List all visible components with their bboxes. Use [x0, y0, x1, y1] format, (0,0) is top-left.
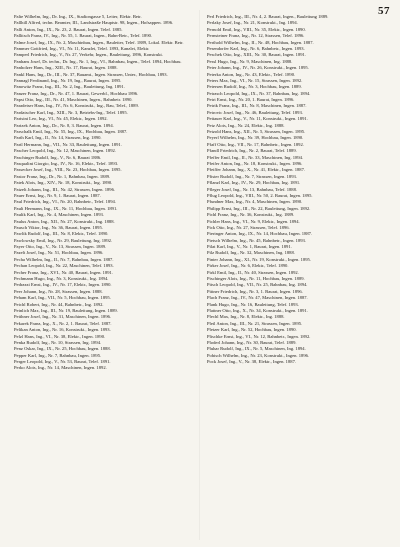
directory-entry: Pettauer Karl, Ing., V., Nr. 11, Konstrukt., Ingen. 1891.: [207, 116, 308, 122]
directory-entry: Pazelt Josef, Ing., Nr. 51, Hochbau, Ingen. 1896.: [14, 250, 104, 256]
directory-entry: Pflanzl Karl, Ing., IV., Nr. 29, Hochbau, Ing. 1891.: [207, 180, 301, 186]
directory-entry: Parisini Leo, Ing., VI., Nr. 45, Elektr., Ingen. 1892.: [14, 116, 108, 122]
directory-entry: Perko Alois, Ing., Nr. 14, Maschinen, Ingen. 1892.: [14, 365, 107, 371]
directory-entry: Pfeifer Anton, Ing., Nr. 18, Konstrukt., Ingen. 1896.: [207, 160, 303, 166]
directory-entry: Pinter Johann, Ing., XI., Nr. 19, Konstrukt., Ingen. 1895.: [207, 256, 311, 262]
directory-entry: Perger Leopold, Ing., V., Nr. 53, Baurat, Telef. 1891.: [14, 359, 111, 365]
directory-entry: Pallitsch Franz, IV., Ing., Nr. 55, 1. Baurat, Ingen., Bahn-Betr., Telef. 1890.: [14, 33, 153, 39]
directory-entry: Philipp Ernst, Ing., III., Nr. 22, Bauleitung, Ingen. 1892.: [207, 205, 311, 211]
directory-entry: Palli Anton, Ing., IX., Nr. 23, 2. Baurat, Ingen. Telef. 1885.: [14, 26, 123, 32]
directory-entry: Pilz Rudolf, Ing., Nr. 32, Maschinen, Ing. 1888.: [207, 250, 295, 256]
directory-entry: Petzold Hans, Ing., XII., Nr. 5, Strassen, Ingen. 1895.: [207, 129, 306, 135]
directory-entry: Parschalk Emil, Ing., Nr. 55, Ing., IX., Hochbau, Ingen. 1887.: [14, 129, 128, 135]
directory-entry: Pauli Hermann, Ing., IX., Nr. 11, Hochbau, Ingen. 1891.: [14, 205, 118, 211]
directory-entry: Parizek Anton, Ing., Dr., Nr. 8, 3. Baurat, Ingen. 1894.: [14, 122, 114, 128]
directory-entry: Plattner Otto, Ing., X., Nr. 34, Konstrukt., Ingen. 1891.: [207, 307, 308, 313]
directory-entry: Pastor Franz, Ing., Dr., Nr. 1, Bahnbau, Ingen. 1889.: [14, 173, 111, 179]
directory-entry: Peithner Josef, Ing., Nr. 31, Maschinen, Ingen. 1896.: [14, 314, 112, 320]
directory-entry: Pfleger Josef, Ing., Nr. 13, Bahnbau, Telef. 1888.: [207, 186, 298, 192]
directory-entry: Parth Karl, Ing., II., Nr. 14, Strassen, Ing. 1890.: [14, 135, 102, 141]
directory-entry: Pawlowsky Emil, Ing., Nr. 29, Bauleitung, Ing. 1892.: [14, 237, 113, 243]
directory-entry: Peschek Otto, Ing., XIII., Nr. 30, Baurat, Ingen. 1891.: [207, 52, 307, 58]
directory-entry: Paul Friedrich, Ing., VI., Nr. 20, Bahnbetr., Telef. 1894.: [14, 199, 116, 205]
directory-entry: Pfaff Otto, Ing., VII., Nr. 17, Bahnbetr., Ingen. 1892.: [207, 141, 304, 147]
directory-entry: Pessl Hugo, Ing., Nr. 9, Maschinen, Ing. 1888.: [207, 58, 293, 64]
directory-entry: Pitsch Leopold, Ing., VII., Nr. 25, Bahnbau, Ing. 1894.: [207, 282, 308, 288]
directory-entry: Pernsteiner Franz, Ing., Nr. 12, Strassen, Telef. 1896.: [207, 33, 305, 39]
directory-entry: Passecker Josef, Ing., VIII., Nr. 23, Hochbau, Ingen. 1895.: [14, 167, 122, 173]
directory-entry: Petz Alois, Ing., Nr. 24, Elektr., Ing. 1888.: [207, 122, 285, 128]
directory-entry: Paradeiser Hans, Ing., IV., Nr. 6, Konstrukt., Ing., Bau, Telef., 1889.: [14, 103, 139, 109]
column-gutter: [199, 10, 200, 540]
directory-entry: Pepper Karl, Ing., Nr. 7, Bahnbau, Ingen. 1895.: [14, 352, 102, 358]
directory-entry: Peter Johann, Ing., IV., Nr. 26, Konstrukt., Ingen. 1895.: [207, 65, 309, 71]
directory-entry: Palte Wilhelm, Ing., Dr. Ing., IX., Stadiongasse 5, Leiter, Elektr. Betr.: [14, 14, 142, 19]
directory-entry: Pick Otto, Ing., Nr. 27, Strassen, Telef. 1896.: [207, 224, 290, 230]
directory-entry: Pluhar Rudolf, Ing., IX., Nr. 5, Maschinen, Ing. 1894.: [207, 346, 306, 352]
directory-entry: Pilat Karl, Ing., V., Nr. 1, Baurat, Ingen. 1891.: [207, 244, 292, 250]
directory-entry: Papst Otto, Ing., III., Nr. 41, Maschinen, Ingen., Bahnbetr. 1890.: [14, 97, 133, 103]
directory-entry: Paulus Anton, Ing., XII., Nr. 27, Konstrukt., Ing. 1888.: [14, 218, 115, 224]
directory-entry: Pascher Leopold, Ing., Nr. 12, Maschinen, Ingen. 1892.: [14, 148, 116, 154]
directory-entry: Pausch Viktor, Ing., Nr. 36, Baurat, Ingen. 1895.: [14, 224, 103, 230]
directory-entry: Pecha Wilhelm, Ing., II., Nr. 7, Bahnbau, Ingen. 1887.: [14, 256, 114, 262]
directory-entry: Pelikan Anton, Ing., Nr. 16, Konstrukt., Ingen. 1893.: [14, 327, 111, 333]
directory-entry: Pernold Emil, Ing., VIII., Nr. 35, Elektr., Ingen. 1890.: [207, 26, 306, 32]
directory-entry: Pfandl Friedrich, Ing., Nr. 2, Baurat, Telef. 1889.: [207, 148, 297, 154]
directory-entry: Pasqualini Giorgio, Ing., IV., Nr. 16, Elektr., Telef. 1893.: [14, 160, 119, 166]
directory-entry: Petersen Rudolf, Ing., Nr. 3, Hochbau, Ingen. 1889.: [207, 84, 302, 90]
directory-entry: Patzelt Johann, Ing., III., Nr. 42, Strassen, Ingen. 1896.: [14, 186, 116, 192]
directory-entry: Petri Ernst, Ing., Nr. 20, 1. Baurat, Ingen. 1896.: [207, 97, 295, 103]
directory-entry: Pfister Rudolf, Ing., Nr. 7, Strassen, Ingen. 1893.: [207, 173, 297, 179]
directory-entry: Pirkl Emil, Ing., II., Nr. 40, Strassen, Ingen. 1892.: [207, 269, 299, 275]
directory-entry: Panhans Josef, Dr. techn., Dr. Ing., Nr. 1, Ing., VI., Bahnbau, Ingen., Telef. 1894, Hochbau.: [14, 58, 182, 64]
directory-entry: Payer Otto, Ing., V., Nr. 13, Strassen, Ingen. 1889.: [14, 244, 107, 250]
directory-entry: Pichl Franz, Ing., Nr. 36, Konstrukt., Ing. 1889.: [207, 212, 295, 218]
directory-entry: Palme Josef, Ing., IX., Nr. 2, Maschinbau, Ingen., Bauleiter, Telef. 1889, Lokal. Elektr. Betr.: [14, 39, 184, 45]
directory-entry: Pieringer Anton, Ing., IX., Nr. 14, Hochbau, Ingen. 1887.: [207, 231, 313, 237]
directory-entry: Panzer Franz, Ing., Dr., Nr. 47, 1. Baurat, Gewerbl., Hochbau 1896.: [14, 90, 139, 96]
directory-entry: Peters Max, Ing., VI., Nr. 15, Strassen, Ingen. 1892.: [207, 77, 303, 83]
directory-entry: Plank Hugo, Ing., Nr. 16, Bauleitung, Telef. 1893.: [207, 301, 299, 307]
directory-entry: Petrovic Josef, Ing., Nr. 46, Bauleitung, Telef. 1893.: [207, 109, 303, 115]
directory-entry: Perl Friedrich, Ing., III., Nr. 4, 2. Baurat, Ingen., Bauleitung 1889.: [207, 14, 329, 19]
directory-entry: Paulik Karl, Ing., Nr. 4, Maschinen, Ingen. 1893.: [14, 212, 104, 218]
directory-entry: Pfeffer Emil, Ing., II., Nr. 33, Maschinen, Ing. 1894.: [207, 154, 304, 160]
directory-entry: Pamperl Friedrich, Ing., V., Nr. 27, Verkehr, Ingen., Bauleitung, 1896, Konstrukt.: [14, 52, 163, 58]
directory-entry: Peer Johann, Ing., Nr. 28, Strassen, Ingen. 1888.: [14, 288, 103, 294]
directory-entry: Pannagl Ferdinand, Ing., Nr. 19, Ing., Baurat, Ingen. 1895.: [14, 77, 122, 83]
directory-entry: Paschinger Rudolf, Ing., V., Nr. 6, Baurat 1886.: [14, 154, 102, 160]
directory-entry: Pecher Franz, Ing., XVI., Nr. 40, Baurat, Ingen. 1891.: [14, 269, 113, 275]
directory-entry: Panowitz Franz, Ing., III., Nr. 2, Ing., Bauleitung, Ing. 1891.: [14, 84, 125, 90]
directory-entry: Panholzer Hans, Ing., XIII., Nr. 17, Baurat, Ingen. 1888.: [14, 65, 118, 71]
directory-entry: Pelzl Hans, Ing., VI., Nr. 38, Elektr., Ingen. 1890.: [14, 333, 106, 339]
directory-entry: Penka Rudolf, Ing., Nr. 10, Strassen, Ing. 1894.: [14, 339, 102, 345]
directory-entry: Ploderl Johann, Ing., Nr. 30, Baurat, Telef. 1889.: [207, 339, 297, 345]
directory-entry: Peichl Robert, Ing., Nr. 44, Bahnbetr., Ing. 1892.: [14, 301, 104, 307]
directory-entry: Pflug Leopold, Ing., VIII., Nr. 50, 2. Baurat, Ingen. 1895.: [207, 192, 313, 198]
directory-entry: Partl Hermann, Ing., VII., Nr. 33, Bauleitung, Ingen. 1891.: [14, 141, 122, 147]
directory-entry: Pietsch Wilhelm, Ing., Nr. 45, Bahnbetr., Ingen. 1893.: [207, 237, 306, 243]
directory-entry: Pammer Gottfried, Ing., VI., Nr. 11, Kanzlei, Telef. 1893, Kanzlei, Elektr.: [14, 45, 150, 51]
directory-entry: Patek Alois, Ing., XIV., Nr. 18, Konstrukt., Ing. 1890.: [14, 180, 113, 186]
directory-entry: Plischke Ernst, Ing., VI., Nr. 12, Bahnbetr., Ingen. 1892.: [207, 333, 311, 339]
directory-entry: Pleil Anton, Ing., III., Nr. 21, Strassen, Ingen. 1895.: [207, 320, 303, 326]
directory-entry: Pichler Hans, Ing., VI., Nr. 9, Elektr., Ingen. 1894.: [207, 218, 300, 224]
directory-entry: Pobisch Wilhelm, Ing., Nr. 23, Konstrukt., Ingen. 1896.: [207, 352, 310, 358]
directory-entry: Pauer Ernst, Ing., Nr. 9, 1. Baurat, Ingen. 1887.: [14, 192, 101, 198]
directory-entry: Petrik Franz, Ing., III., Nr. 8, Maschinen, Ingen. 1887.: [207, 103, 307, 109]
directory-entry: Penz Oskar, Ing., IX., Nr. 25, Hochbau, Ingen. 1888.: [14, 346, 111, 352]
directory-entry: Peinlich Max, Ing., III., Nr. 19, Bauleitung, Ingen. 1889.: [14, 307, 118, 313]
directory-entry: Pedrazzi Ernst, Ing., IV., Nr. 17, Elektr., Ingen. 1890.: [14, 282, 112, 288]
directory-entry: Peterka Anton, Ing., Nr. 43, Elektr., Telef. 1890.: [207, 71, 296, 77]
directory-entry: Pletzer Karl, Ing., Nr. 52, Hochbau, Ingen. 1890.: [207, 327, 297, 333]
directory-entry: Perlaky Josef, Ing., Nr. 21, Konstrukt., Ing. 1894.: [207, 20, 298, 26]
directory-entry: Pechmann Hugo, Ing., Nr. 3, Konstrukt., Ing. 1894.: [14, 276, 109, 282]
directory-entry: Pfeiffer Johann, Ing., X., Nr. 41, Elektr., Ingen. 1887.: [207, 167, 306, 173]
directory-entry: Pischinger Alois, Ing., Nr. 11, Hochbau, Ingen. 1889.: [207, 276, 305, 282]
directory-entry: Petrasch Leopold, Ing., IX., Nr. 37, Bahnbau, Ing. 1894.: [207, 90, 311, 96]
directory-entry: Pechan Leopold, Ing., Nr. 22, Maschinen, Telef. 1893.: [14, 263, 114, 269]
directory-entry: Pawlik Rudolf, Ing., III., Nr. 8, Elektr., Telef. 1890.: [14, 231, 109, 237]
right-column: [207, 14, 388, 365]
directory-entry: Pardatscher Karl, Ing., XIII., Nr. 3, Betriebs-Ing., Telef. 1895.: [14, 109, 128, 115]
directory-entry: Pirker Josef, Ing., Nr. 6, Elektr., Telef. 1890.: [207, 263, 289, 269]
directory-entry: Plach Franz, Ing., IV., Nr. 47, Maschinen, Ingen. 1887.: [207, 295, 308, 301]
directory-entry: Pesendorfer Karl, Ing., Nr. 6, Bahnbetr., Ingen. 1893.: [207, 45, 305, 51]
directory-entry: Plechl Max, Ing., Nr. 8, Elektr., Ing. 1888.: [207, 314, 285, 320]
left-column: [14, 14, 195, 372]
directory-entry: Pfundner Max, Ing., Nr. 4, Maschinen, Ingen. 1890.: [207, 199, 303, 205]
directory-entry: Perthold Wilhelm, Ing., II., Nr. 48, Hochbau, Ingen. 1887.: [207, 39, 314, 45]
directory-entry: Peham Karl, Ing., VII., Nr. 5, Hochbau, Ingen. 1895.: [14, 295, 111, 301]
directory-entry: Pittner Friedrich, Ing., Nr. 3, 1. Baurat, Ingen. 1896.: [207, 288, 303, 294]
directory-entry: Pankl Hans, Ing., Dr., III., Nr. 37, Bauamt., Ingen. Strassen, Unter., Hochbau, 1893.: [14, 71, 168, 77]
directory-entry: Pock Josef, Ing., V., Nr. 38, Elektr., Ingen. 1887.: [207, 359, 297, 365]
page-number: 57: [378, 5, 390, 17]
directory-entry: Pekarek Franz, Ing., X., Nr. 2, 1. Baurat, Telef. 1887.: [14, 320, 112, 326]
directory-entry: Peyerl Wilhelm, Ing., Nr. 39, Hochbau, Ingen. 1890.: [207, 135, 304, 141]
directory-entry: Pallhill Alfred, techn. Beamter, III., Landstraße Hauptstr. 98, Ingen., Hofsappen. 1896.: [14, 20, 174, 26]
